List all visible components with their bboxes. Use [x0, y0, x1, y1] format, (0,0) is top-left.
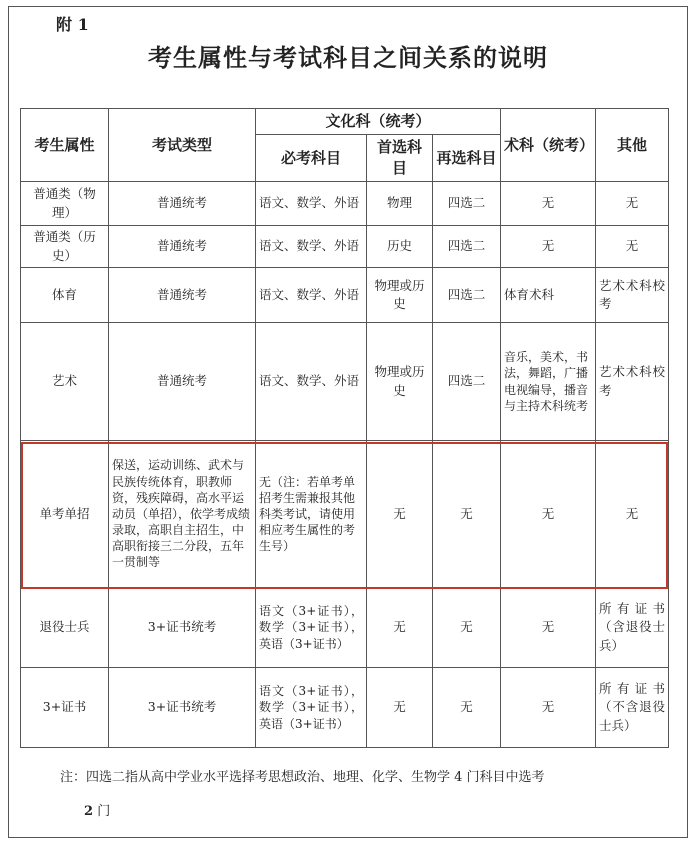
- cell-first: 无: [367, 441, 433, 588]
- cell-reselect: 四选二: [433, 226, 501, 268]
- cell-required: 语文、数学、外语: [256, 226, 367, 268]
- cell-art: 无: [501, 182, 596, 226]
- cell-attr: 3+证书: [21, 668, 109, 748]
- table-row: [21, 323, 669, 441]
- footnote-line2: [84, 800, 110, 819]
- footnote-line1: 注：四选二指从高中学业水平选择考思想政治、地理、化学、生物学 4 门科目中选考: [60, 770, 545, 785]
- cell-reselect: 四选二: [433, 268, 501, 323]
- cell-art: 无: [501, 588, 596, 668]
- table-row: [21, 268, 669, 323]
- cell-other: 艺术术科校考: [596, 323, 669, 441]
- header-reselect: 再选科目: [433, 135, 501, 182]
- cell-other: 所有证书（不含退役士兵）: [596, 668, 669, 748]
- cell-first: 物理或历史: [367, 268, 433, 323]
- relation-table: [20, 108, 669, 748]
- table-row-highlighted: [21, 441, 669, 588]
- cell-reselect: 无: [433, 588, 501, 668]
- cell-attr: 单考单招: [21, 441, 109, 588]
- cell-attr: 艺术: [21, 323, 109, 441]
- cell-art: 无: [501, 226, 596, 268]
- header-required: 必考科目: [256, 135, 367, 182]
- cell-required: 语文（3+证书），数学（3+证书），英语（3+证书）: [256, 668, 367, 748]
- annex-label: 附 1: [56, 15, 89, 34]
- cell-type: 普通统考: [109, 268, 256, 323]
- cell-first: 无: [367, 668, 433, 748]
- cell-first: 物理或历史: [367, 323, 433, 441]
- header-exam-type: 考试类型: [109, 109, 256, 182]
- cell-required: 语文、数学、外语: [256, 182, 367, 226]
- cell-type: 3+证书统考: [109, 668, 256, 748]
- cell-first: 无: [367, 588, 433, 668]
- table-row: [21, 588, 669, 668]
- cell-attr: 普通类（历史）: [21, 226, 109, 268]
- cell-attr: 退役士兵: [21, 588, 109, 668]
- header-art: 术科（统考）: [501, 109, 596, 182]
- cell-art: 体育术科: [501, 268, 596, 323]
- cell-art: 无: [501, 668, 596, 748]
- table-row: [21, 182, 669, 226]
- cell-attr: 体育: [21, 268, 109, 323]
- cell-type: 保送，运动训练、武术与民族传统体育，职教师资，残疾障碍，高水平运动员（单招），依学考成绩录取，高职自主招生，中高职衔接三二分段，五年一贯制等: [109, 441, 256, 588]
- cell-art: 无: [501, 441, 596, 588]
- header-attr: 考生属性: [21, 109, 109, 182]
- cell-other: 无: [596, 182, 669, 226]
- cell-other: 无: [596, 226, 669, 268]
- cell-reselect: 四选二: [433, 323, 501, 441]
- cell-art: 音乐，美术，书法，舞蹈，广播电视编导，播音与主持术科统考: [501, 323, 596, 441]
- cell-other: 艺术术科校考: [596, 268, 669, 323]
- cell-other: 无: [596, 441, 669, 588]
- cell-required: 语文、数学、外语: [256, 268, 367, 323]
- footnote-number: 2: [84, 804, 94, 819]
- cell-reselect: 无: [433, 441, 501, 588]
- cell-required: 语文、数学、外语: [256, 323, 367, 441]
- header-other: 其他: [596, 109, 669, 182]
- cell-type: 普通统考: [109, 182, 256, 226]
- footnote-unit: 门: [97, 804, 111, 819]
- page-title: 考生属性与考试科目之间关系的说明: [148, 43, 548, 72]
- cell-reselect: 四选二: [433, 182, 501, 226]
- cell-first: 物理: [367, 182, 433, 226]
- cell-reselect: 无: [433, 668, 501, 748]
- header-culture: 文化科（统考）: [256, 109, 501, 135]
- cell-required: 无（注：若单考单招考生需兼报其他科类考试，请使用相应考生属性的考生号）: [256, 441, 367, 588]
- header-first: 首选科目: [367, 135, 433, 182]
- cell-attr: 普通类（物理）: [21, 182, 109, 226]
- table-row: [21, 668, 669, 748]
- cell-type: 3+证书统考: [109, 588, 256, 668]
- cell-type: 普通统考: [109, 226, 256, 268]
- cell-required: 语文（3+证书），数学（3+证书），英语（3+证书）: [256, 588, 367, 668]
- cell-other: 所有证书（含退役士兵）: [596, 588, 669, 668]
- cell-type: 普通统考: [109, 323, 256, 441]
- cell-first: 历史: [367, 226, 433, 268]
- table-row: [21, 226, 669, 268]
